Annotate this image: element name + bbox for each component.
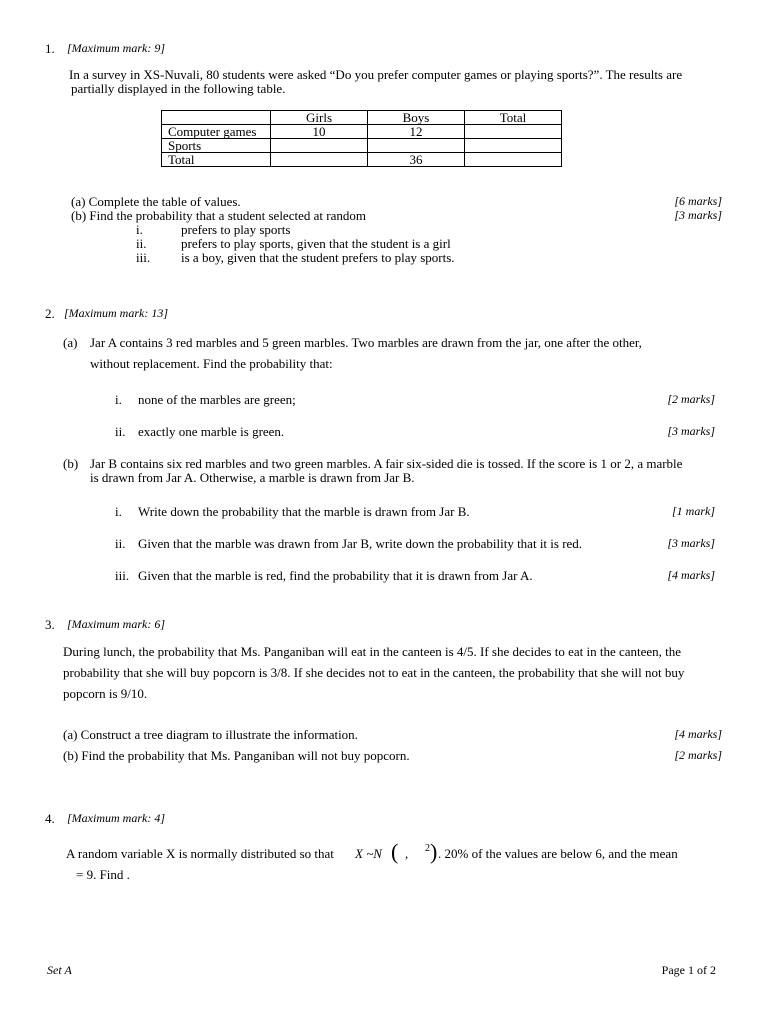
q1-intro-line1: In a survey in XS-Nuvali, 80 students were asked “Do you prefer computer games or playing sports?”. The results are [69, 67, 683, 82]
q2-a-item-marks: [3 marks] [667, 424, 715, 438]
q2-b-item-marks: [4 marks] [667, 568, 715, 582]
q1-subpart-num: iii. [136, 250, 151, 265]
q2-part-a-label: (a) [63, 335, 78, 350]
q2-a-item-marks: [2 marks] [667, 392, 715, 406]
q1-part-b: (b) Find the probability that a student selected at random [71, 208, 366, 223]
footer-page-number: Page 1 of 2 [661, 963, 716, 977]
q1-subpart-num: ii. [136, 236, 147, 251]
q3-part-a: (a) Construct a tree diagram to illustrate the information. [63, 727, 358, 742]
q4-line1-post: . 20% of the values are below 6, and the mean [438, 846, 678, 861]
table-header-row [162, 111, 562, 125]
q4-max-mark: [Maximum mark: 4] [67, 811, 165, 825]
q2-a-item-num: i. [115, 392, 122, 407]
q3-line2: probability that she will buy popcorn is 3/8. If she decides not to eat in the canteen, the probability that she will not buy [63, 665, 685, 680]
table-header-girls: Girls [271, 111, 368, 125]
table-row [162, 153, 562, 167]
q4-comma: , [405, 846, 409, 861]
q2-a-item-text: exactly one marble is green. [138, 424, 285, 439]
q1-subpart-text: prefers to play sports [181, 222, 291, 237]
table-header-empty [162, 111, 271, 125]
q1-part-b-marks: [3 marks] [674, 208, 722, 222]
table-cell [368, 139, 465, 153]
table-header-total: Total [465, 111, 562, 125]
open-paren: ( [391, 839, 399, 864]
q2-b-item-text: Given that the marble is red, find the probability that it is drawn from Jar A. [138, 568, 533, 583]
survey-table [161, 110, 562, 167]
q3-line3: popcorn is 9/10. [63, 686, 148, 701]
q2-a-item-num: ii. [115, 424, 126, 439]
table-cell [465, 125, 562, 139]
q1-number: 1. [45, 41, 55, 56]
q1-subpart-text: prefers to play sports, given that the student is a girl [181, 236, 451, 251]
q2-part-a-line1: Jar A contains 3 red marbles and 5 green marbles. Two marbles are drawn from the jar, one after the other, [90, 335, 642, 350]
q2-b-item-num: ii. [115, 536, 126, 551]
q2-b-item-num: i. [115, 504, 122, 519]
q2-number: 2. [45, 306, 55, 321]
q2-b-item-marks: [3 marks] [667, 536, 715, 550]
q1-max-mark: [Maximum mark: 9] [67, 41, 165, 55]
q3-part-b: (b) Find the probability that Ms. Panganiban will not buy popcorn. [63, 748, 410, 763]
q4-line1-pre: A random variable X is normally distributed so that [66, 846, 334, 861]
table-row [162, 125, 562, 139]
table-header-boys: Boys [368, 111, 465, 125]
q2-b-item-num: iii. [115, 568, 130, 583]
footer-set: Set A [47, 963, 72, 977]
q4-distribution: X ~N [355, 846, 382, 861]
table-cell [271, 139, 368, 153]
table-cell: Computer games [162, 125, 271, 139]
q2-a-item-text: none of the marbles are green; [138, 392, 296, 407]
q1-subpart-num: i. [136, 222, 143, 237]
table-cell: Total [162, 153, 271, 167]
table-cell: 10 [271, 125, 368, 139]
q4-line2: = 9. Find . [76, 867, 130, 882]
q4-number: 4. [45, 811, 55, 826]
table-cell: 12 [368, 125, 465, 139]
table-cell [465, 153, 562, 167]
q3-part-a-marks: [4 marks] [674, 727, 722, 741]
q1-part-a-marks: [6 marks] [674, 194, 722, 208]
q2-b-item-marks: [1 mark] [671, 504, 715, 518]
table-cell: 36 [368, 153, 465, 167]
q1-intro-line2: partially displayed in the following table. [71, 81, 286, 96]
q1-subpart-text: is a boy, given that the student prefers to play sports. [181, 250, 455, 265]
close-paren: ) [430, 839, 438, 864]
q2-max-mark: [Maximum mark: 13] [64, 306, 168, 320]
q1-part-a: (a) Complete the table of values. [71, 194, 241, 209]
table-row [162, 139, 562, 153]
table-cell [465, 139, 562, 153]
q2-b-item-text: Given that the marble was drawn from Jar B, write down the probability that it is red. [138, 536, 583, 551]
q2-part-b-line1: Jar B contains six red marbles and two green marbles. A fair six-sided die is tossed. If the score is 1 or 2, a marble [90, 456, 683, 471]
q2-part-b-line2: is drawn from Jar A. Otherwise, a marble is drawn from Jar B. [90, 470, 415, 485]
q3-max-mark: [Maximum mark: 6] [67, 617, 165, 631]
table-cell: Sports [162, 139, 271, 153]
q2-part-a-line2: without replacement. Find the probability that: [90, 356, 333, 371]
q3-number: 3. [45, 617, 55, 632]
table-cell [271, 153, 368, 167]
q2-part-b-label: (b) [63, 456, 79, 471]
q2-b-item-text: Write down the probability that the marble is drawn from Jar B. [138, 504, 470, 519]
q3-part-b-marks: [2 marks] [674, 748, 722, 762]
q4-superscript: 2 [425, 843, 430, 854]
q3-line1: During lunch, the probability that Ms. Panganiban will eat in the canteen is 4/5. If she decides to eat in the canteen, the [63, 644, 682, 659]
